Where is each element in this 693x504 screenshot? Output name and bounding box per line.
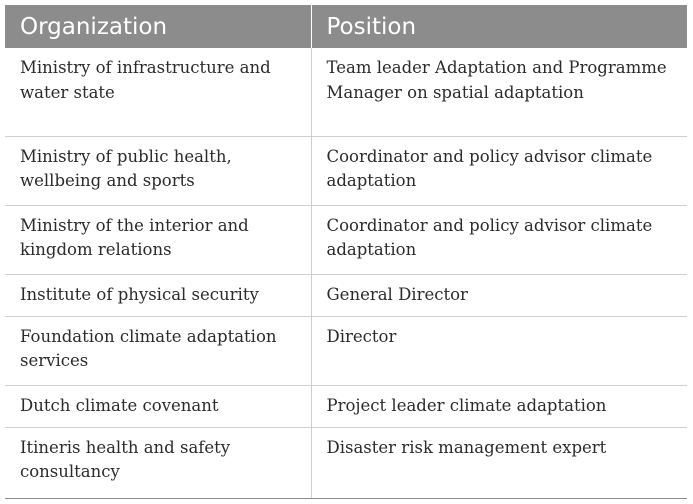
header-position: Position [311, 5, 687, 48]
organization-position-table [5, 5, 687, 499]
organization-cell: Itineris health and safety consultancy [5, 427, 311, 498]
organization-cell: Ministry of public health, wellbeing and sports [5, 136, 311, 205]
table-row [5, 274, 687, 316]
position-cell: Project leader climate adaptation [311, 385, 687, 427]
header-row [5, 5, 687, 48]
position-cell: Coordinator and policy advisor climate adaptation [311, 205, 687, 274]
table-row [5, 385, 687, 427]
position-cell: General Director [311, 274, 687, 316]
organization-cell: Ministry of the interior and kingdom relations [5, 205, 311, 274]
organization-cell: Foundation climate adaptation services [5, 316, 311, 385]
table-header [5, 5, 687, 48]
table-row [5, 427, 687, 498]
header-organization: Organization [5, 5, 311, 48]
position-cell: Disaster risk management expert [311, 427, 687, 498]
table-body [5, 48, 687, 498]
organization-cell: Dutch climate covenant [5, 385, 311, 427]
position-cell: Team leader Adaptation and Programme Manager on spatial adaptation [311, 48, 687, 136]
table-row [5, 205, 687, 274]
organization-cell: Ministry of infrastructure and water state [5, 48, 311, 136]
table-row [5, 48, 687, 136]
organization-position-table-container [5, 5, 687, 499]
organization-cell: Institute of physical security [5, 274, 311, 316]
position-cell: Coordinator and policy advisor climate adaptation [311, 136, 687, 205]
table-row [5, 136, 687, 205]
position-cell: Director [311, 316, 687, 385]
table-row [5, 316, 687, 385]
